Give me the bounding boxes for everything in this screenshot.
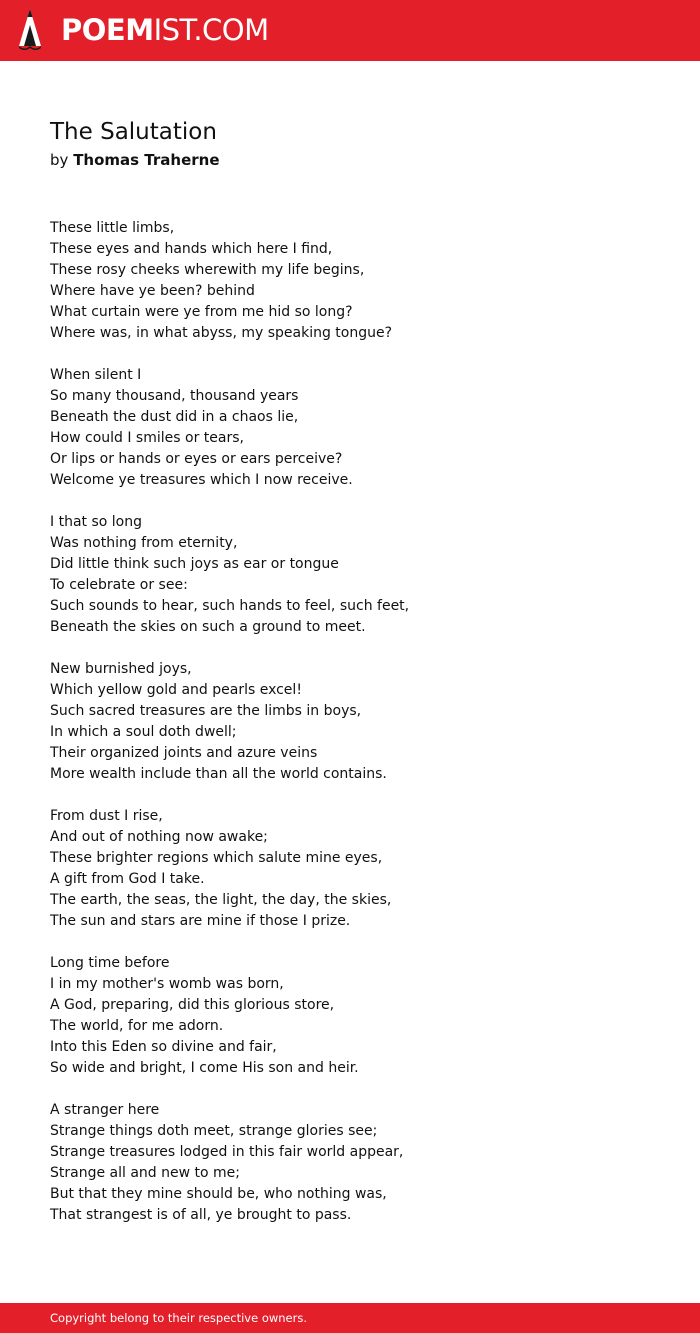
- poem-line: The earth, the seas, the light, the day, the skies,: [50, 892, 392, 908]
- poem-line: Their organized joints and azure veins: [50, 745, 318, 761]
- pencil-tip-icon: [17, 8, 43, 52]
- poem-line: Beneath the dust did in a chaos lie,: [50, 409, 299, 425]
- site-logo-link[interactable]: [17, 8, 269, 52]
- site-footer: [0, 1303, 700, 1333]
- poem-line: A stranger here: [50, 1102, 160, 1118]
- poem-line: Into this Eden so divine and fair,: [50, 1039, 277, 1055]
- poem-stanza: [50, 1100, 670, 1226]
- poem-line: To celebrate or see:: [50, 577, 188, 593]
- poem-title: The Salutation: [50, 119, 217, 145]
- poem-line: But that they mine should be, who nothing was,: [50, 1186, 387, 1202]
- brand-light-text: IST.COM: [153, 13, 269, 47]
- poem-line: Strange treasures lodged in this fair world appear,: [50, 1144, 404, 1160]
- poem-line: Did little think such joys as ear or tongue: [50, 556, 339, 572]
- poem-stanza: [50, 953, 670, 1079]
- poem-stanza: [50, 218, 670, 344]
- poem-line: When silent I: [50, 367, 142, 383]
- poem-line: More wealth include than all the world contains.: [50, 766, 387, 782]
- poem-line: What curtain were ye from me hid so long?: [50, 304, 353, 320]
- poem-line: A gift from God I take.: [50, 871, 205, 887]
- poem-line: How could I smiles or tears,: [50, 430, 244, 446]
- poem-line: That strangest is of all, ye brought to pass.: [50, 1207, 352, 1223]
- brand-bold-text: POEM: [61, 13, 154, 47]
- site-brand: [61, 8, 269, 52]
- poem-line: Strange all and new to me;: [50, 1165, 240, 1181]
- poem-stanza: [50, 512, 670, 638]
- poem-line: These little limbs,: [50, 220, 175, 236]
- poem-line: Where have ye been? behind: [50, 283, 255, 299]
- poem-line: I that so long: [50, 514, 142, 530]
- poem-line: These brighter regions which salute mine eyes,: [50, 850, 383, 866]
- copyright-notice: Copyright belong to their respective owners.: [50, 1311, 308, 1325]
- poem-line: Which yellow gold and pearls excel!: [50, 682, 302, 698]
- poem-line: A God, preparing, did this glorious store,: [50, 997, 335, 1013]
- poem-byline: [50, 150, 650, 170]
- poem-line: Where was, in what abyss, my speaking tongue?: [50, 325, 393, 341]
- poem-line: Long time before: [50, 955, 170, 971]
- by-label: by: [50, 151, 69, 169]
- poem-line: Welcome ye treasures which I now receive.: [50, 472, 353, 488]
- poem-line: And out of nothing now awake;: [50, 829, 268, 845]
- poem-line: These rosy cheeks wherewith my life begins,: [50, 262, 365, 278]
- poem-line: So wide and bright, I come His son and heir.: [50, 1060, 359, 1076]
- poem-body: [50, 218, 670, 1247]
- poem-line: New burnished joys,: [50, 661, 192, 677]
- poem-line: In which a soul doth dwell;: [50, 724, 237, 740]
- poem-line: Or lips or hands or eyes or ears perceive?: [50, 451, 343, 467]
- poem-author: Thomas Traherne: [73, 151, 220, 169]
- site-header: [0, 0, 700, 61]
- poem-stanza: [50, 806, 670, 932]
- poem-heading: [50, 117, 650, 170]
- poem-line: The sun and stars are mine if those I prize.: [50, 913, 351, 929]
- poem-line: From dust I rise,: [50, 808, 163, 824]
- poem-line: Beneath the skies on such a ground to meet.: [50, 619, 366, 635]
- poem-line: Strange things doth meet, strange glories see;: [50, 1123, 378, 1139]
- poem-line: So many thousand, thousand years: [50, 388, 299, 404]
- poem-line: I in my mother's womb was born,: [50, 976, 284, 992]
- poem-stanza: [50, 365, 670, 491]
- poem-line: The world, for me adorn.: [50, 1018, 224, 1034]
- poem-line: These eyes and hands which here I find,: [50, 241, 333, 257]
- poem-stanza: [50, 659, 670, 785]
- poem-line: Such sounds to hear, such hands to feel, such feet,: [50, 598, 410, 614]
- poem-line: Was nothing from eternity,: [50, 535, 238, 551]
- poem-line: Such sacred treasures are the limbs in boys,: [50, 703, 362, 719]
